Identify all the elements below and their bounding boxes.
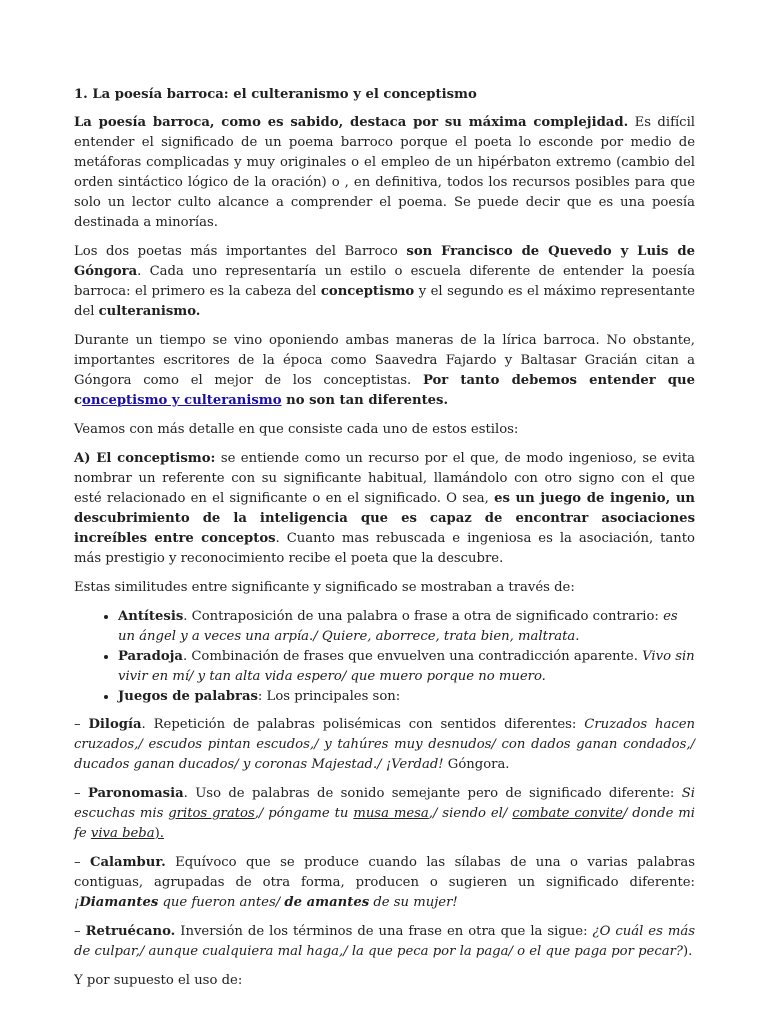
- paragraph-opposition: [74, 331, 695, 411]
- paradoja-label: Paradoja: [118, 649, 183, 664]
- paradoja-text: . Combinación de frases que envuelven una contradicción aparente.: [182, 649, 643, 664]
- poets-text-3: y el segundo es el máximo representante del: [74, 284, 695, 319]
- paronomasia-label: Paronomasia: [87, 786, 184, 801]
- calambur-example: [74, 895, 458, 910]
- dash: –: [74, 924, 86, 939]
- term-conceptismo: conceptismo: [320, 284, 415, 299]
- dash: –: [74, 786, 88, 801]
- paragraph-poets: [74, 242, 695, 322]
- dilogia-text: . Repetición de palabras polisémicas con sentidos diferentes:: [141, 717, 585, 732]
- conceptismo-culteranismo-link[interactable]: onceptismo y culteranismo: [82, 393, 282, 408]
- conclusion-bold-2: no son tan diferentes.: [281, 393, 449, 408]
- retruecano-example: ¿O cuál es más de culpar,/ aunque cualquiera mal haga,/ la que peca por la paga/ o el que paga por pecar?: [74, 924, 695, 959]
- juegos-text: : Los principales son:: [257, 689, 401, 704]
- paronomasia-end: ).: [154, 826, 164, 841]
- paronomasia-underline-1: gritos gratos: [168, 806, 255, 821]
- paragraph-intro: [74, 113, 695, 233]
- calambur-bold-1: Diamantes: [79, 895, 159, 910]
- intro-text: Es difícil entender el significado de un poema barroco porque el poeta lo esconde por medio de metáforas complicadas y muy originales o el empleo de un hipérbaton extremo (cambio del orden sintáctico lógico de la oración) o , en definitiva, todos los recursos posibles para que solo un lector culto alcance a comprender el poema. Se puede decir que es una poesía destinada a minorías.: [74, 115, 696, 230]
- antitesis-text: . Contraposición de una palabra o frase a otra de significado contrario:: [183, 609, 664, 624]
- retruecano-text: Inversión de los términos de una frase en otra que la sigue:: [175, 924, 593, 939]
- conceptismo-definition: es un juego de ingenio, un descubrimiento de la inteligencia que es capaz de encontrar asociaciones increíbles entre conceptos: [74, 491, 695, 546]
- retruecano-end: ).: [682, 944, 693, 959]
- poets-text-1: Los dos poetas más importantes del Barroco: [74, 244, 407, 259]
- paronomasia-underline-4: viva beba: [90, 826, 155, 841]
- list-item-antitesis: [118, 607, 695, 647]
- conceptismo-text-2: . Cuanto mas rebuscada e ingeniosa es la asociación, tanto más prestigio y reconocimiento recibe el poeta que la descubre.: [74, 531, 695, 566]
- antitesis-example: es un ángel y a veces una arpía./ Quiere, aborrece, trata bien, maltrata.: [118, 609, 678, 644]
- conclusion-bold-1: Por tanto debemos entender que c: [74, 373, 695, 408]
- dash: –: [74, 855, 90, 870]
- paragraph-last: Y por supuesto el uso de:: [74, 973, 243, 988]
- intro-bold: La poesía barroca, como es sabido, destaca por su máxima complejidad.: [74, 115, 629, 130]
- poets-names: son Francisco de Quevedo y Luis de Góngora: [74, 244, 696, 279]
- paradoja-example: Vivo sin vivir en mí/ y tan alta vida espero/ que muero porque no muero.: [118, 649, 695, 684]
- calambur-bold-2: de amantes: [284, 895, 370, 910]
- dilogia-author: Góngora.: [443, 757, 510, 772]
- dilogia-example: Cruzados hacen cruzados,/ escudos pintan escudos,/ y tahúres muy desnudos/ con dados ganan condados,/ ducados ganan ducados/ y coronas Majestad./ ¡Verdad!: [74, 717, 695, 772]
- juegos-label: Juegos de palabras: [118, 689, 258, 704]
- paronomasia-text: . Uso de palabras de sonido semejante pero de significado diferente:: [183, 786, 682, 801]
- retruecano-label: Retruécano.: [85, 924, 176, 939]
- section-heading: 1. La poesía barroca: el culteranismo y el conceptismo: [74, 87, 477, 102]
- paragraph-intro-styles: Veamos con más detalle en que consiste cada uno de estos estilos:: [74, 422, 519, 437]
- paragraph-retruecano: [74, 922, 695, 962]
- paronomasia-part-3: ,/ siendo el/: [428, 806, 513, 821]
- poets-text-2: . Cada uno representaría un estilo o escuela diferente de entender la poesía barroca: el primero es la cabeza del: [74, 264, 695, 299]
- paragraph-dilogia: [74, 715, 695, 775]
- paronomasia-part-4: / donde mi fe: [74, 806, 696, 841]
- calambur-part-1: ¡: [74, 895, 80, 910]
- paronomasia-underline-2: musa mesa: [353, 806, 429, 821]
- list-item-paradoja: [118, 647, 695, 687]
- antitesis-label: Antítesis: [118, 609, 184, 624]
- calambur-label: Calambur.: [90, 855, 166, 870]
- list-item-juegos: [118, 687, 695, 707]
- dilogia-label: Dilogía: [88, 717, 142, 732]
- calambur-part-3: de su mujer!: [369, 895, 458, 910]
- conceptismo-heading: A) El conceptismo:: [74, 451, 216, 466]
- paronomasia-part-1: Si escuchas mis: [74, 786, 695, 821]
- paragraph-calambur: [74, 853, 695, 913]
- paragraph-paronomasia: [74, 784, 695, 844]
- conceptismo-text-1: se entiende como un recurso por el que, de modo ingenioso, se evita nombrar un referente con su significante habitual, llamándolo con otro signo con el que esté relacionado en el significante o en el significado. O sea,: [74, 451, 696, 506]
- paragraph-conceptismo: [74, 449, 695, 569]
- dash: –: [74, 717, 89, 732]
- calambur-part-2: que fueron antes/: [158, 895, 285, 910]
- paronomasia-part-2: ,/ póngame tu: [254, 806, 354, 821]
- term-culteranismo: culteranismo.: [98, 304, 201, 319]
- paragraph-similitudes: Estas similitudes entre significante y significado se mostraban a través de:: [74, 580, 575, 595]
- figures-list: [74, 607, 695, 707]
- calambur-text: Equívoco que se produce cuando las sílabas de una o varias palabras contiguas, agrupadas de otra forma, producen o sugieren un significado diferente:: [74, 855, 695, 890]
- paronomasia-underline-3: combate convite: [512, 806, 623, 821]
- opposition-text: Durante un tiempo se vino oponiendo ambas maneras de la lírica barroca. No obstante, importantes escritores de la época como Saavedra Fajardo y Baltasar Gracián citan a Góngora como el mejor de los conceptistas.: [74, 333, 695, 388]
